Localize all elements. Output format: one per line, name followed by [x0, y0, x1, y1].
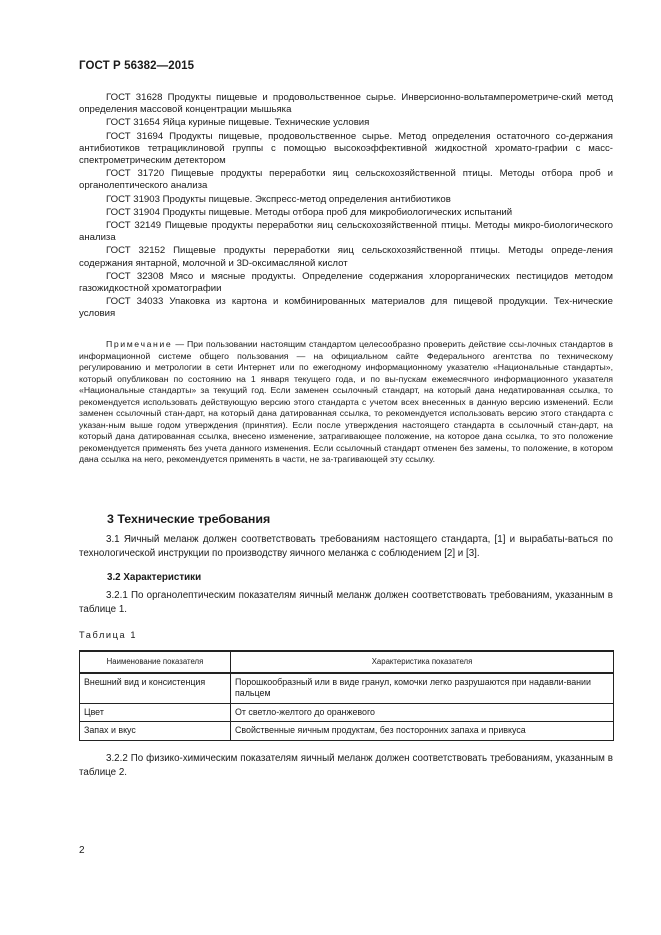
paragraph-text: 3.1 Яичный меланж должен соответствовать требованиям настоящего стандарта, [1] и вырабаты-ваться по технологической инструкции по производству яичного меланжа с соблюдением [2] и [3].	[79, 534, 613, 560]
organoleptic-table	[79, 650, 614, 741]
section-title: 3 Технические требования	[107, 512, 271, 526]
note-text: — При пользовании настоящим стандартом целесообразно проверить действие ссы-лочных стандартов в информационной системе общего пользования — на официальном сайте Федерального агентства по техническому регулированию и метрологии в сети Интернет или по ежегодному информационному указателю «Национальные стандарты», который опубликован по состоянию на 1 января текущего года, и по вы-пускам ежемесячного информационного указателя «Национальные стандарты» за текущий год. Если заменен ссылочный стандарт, на который дана недатированная ссылка, то рекомендуется использовать действующую версию этого стандарта с учетом всех внесенных в данную версию изменений. Если заменен ссылочный стан-дарт, на который дана датированная ссылка, то рекомендуется использовать версию этого стандарта с указан-ным выше годом утверждения (принятия). Если после утверждения настоящего стандарта в ссылочный стан-дарт, на который дана датированная ссылка, внесено изменение, затрагивающее положение, на которое дана ссылка, то это положение рекомендуется применять без учета данного изменения. Если ссылочный стандарт отменен без замены, то положение, в котором дана ссылка на него, рекомендуется применять в части, не за-трагивающей эту ссылку.	[79, 339, 613, 464]
reference-item: ГОСТ 32149 Пищевые продукты переработки яиц сельскохозяйственной птицы. Методы микро-биологического анализа	[79, 220, 613, 244]
reference-item: ГОСТ 31654 Яйца куриные пищевые. Технические условия	[106, 117, 370, 129]
subsection-title: 3.2 Характеристики	[107, 572, 202, 583]
reference-item: ГОСТ 31628 Продукты пищевые и продовольственное сырье. Инверсионно-вольтамперометриче-ский метод определения массовой концентрации мышьяка	[79, 92, 613, 116]
table-cell: Порошкообразный или в виде гранул, комочки легко разрушаются при надавли-вании пальцем	[231, 673, 614, 704]
table-row	[80, 673, 614, 704]
table-cell: Внешний вид и консистенция	[80, 673, 231, 704]
paragraph-text: 3.2.2 По физико-химическим показателям яичный меланж должен соответствовать требованиям, указанным в таблице 2.	[79, 753, 613, 779]
reference-item: ГОСТ 31903 Продукты пищевые. Экспресс-метод определения антибиотиков	[106, 193, 451, 205]
reference-item: ГОСТ 31694 Продукты пищевые, продовольственное сырье. Метод определения остаточного со-держания антибиотиков тетрациклиновой группы с помощью высокоэффективной жидкостной хромато-графии с масс-спектрометрическим детектором	[79, 130, 613, 167]
note-paragraph	[79, 339, 613, 466]
reference-item: ГОСТ 34033 Упаковка из картона и комбинированных материалов для пищевой продукции. Тех-нические условия	[79, 296, 613, 320]
paragraph-3-1	[79, 533, 613, 561]
table-row	[80, 722, 614, 741]
reference-item: ГОСТ 32152 Пищевые продукты переработки яиц сельскохозяйственной птицы. Методы опреде-ления содержания янтарной, молочной и 3D-оксимасляной кислот	[79, 245, 613, 269]
table-header-cell: Наименование показателя	[80, 651, 231, 673]
page-number: 2	[79, 845, 85, 856]
reference-item: ГОСТ 31720 Пищевые продукты переработки яиц сельскохозяйственной птицы. Методы отбора проб и органолептического анализа	[79, 168, 613, 192]
table-caption: Таблица 1	[79, 630, 138, 640]
document-header: ГОСТ Р 56382—2015	[79, 60, 195, 72]
table-cell: От светло-желтого до оранжевого	[231, 703, 614, 722]
table-row	[80, 703, 614, 722]
paragraph-text: 3.2.1 По органолептическим показателям яичный меланж должен соответствовать требованиям, указанным в таблице 1.	[79, 590, 613, 616]
reference-item: ГОСТ 32308 Мясо и мясные продукты. Определение содержания хлорорганических пестицидов методом газожидкостной хроматографии	[79, 270, 613, 295]
note-label: Примечание	[106, 339, 173, 349]
reference-item: ГОСТ 31904 Продукты пищевые. Методы отбора проб для микробиологических испытаний	[106, 206, 513, 218]
paragraph-3-2-1	[79, 589, 613, 617]
table-header-row	[80, 651, 614, 673]
table-cell: Свойственные яичным продуктам, без посторонних запаха и привкуса	[231, 722, 614, 741]
table-cell: Запах и вкус	[80, 722, 231, 741]
normative-references-list	[79, 92, 613, 322]
table-header-cell: Характеристика показателя	[231, 651, 614, 673]
paragraph-3-2-2	[79, 752, 613, 780]
table-cell: Цвет	[80, 703, 231, 722]
